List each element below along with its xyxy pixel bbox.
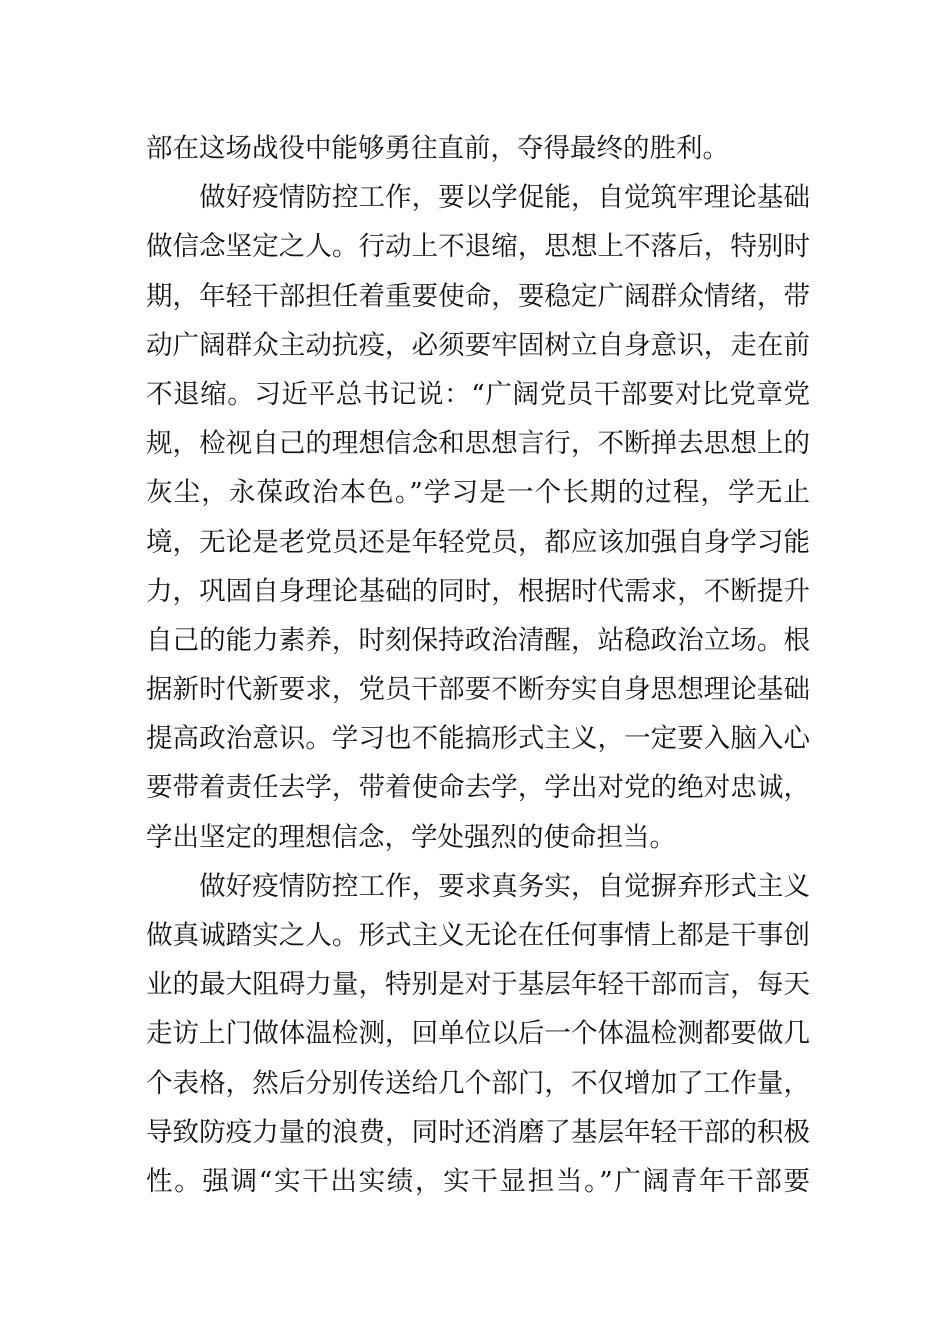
text-line: 学出坚定的理想信念，学处强烈的使命担当。 — [146, 821, 676, 853]
paragraph — [146, 862, 810, 1206]
text-line: 要带着责任去学，带着使命去学，学出对党的绝对忠诚， — [146, 772, 810, 804]
paragraph — [146, 124, 810, 173]
text-line: 做好疫情防控工作，要求真务实，自觉摒弃形式主义 — [146, 870, 810, 902]
text-line: 动广阔群众主动抗疫，必须要牢固树立自身意识，走在前 — [146, 329, 810, 361]
text-line: 走访上门做体温检测，回单位以后一个体温检测都要做几 — [146, 1018, 810, 1050]
paragraph — [146, 173, 810, 862]
text-line: 导致防疫力量的浪费，同时还消磨了基层年轻干部的积极 — [146, 1116, 810, 1148]
text-line: 做真诚踏实之人。形式主义无论在任何事情上都是干事创 — [146, 920, 810, 951]
text-line: 不退缩。习近平总书记说：“广阔党员干部要对比党章党 — [146, 378, 810, 410]
text-line: 业的最大阻碍力量，特别是对于基层年轻干部而言，每天 — [146, 969, 810, 1001]
text-line: 规，检视自己的理想信念和思想言行，不断掸去思想上的 — [146, 428, 810, 460]
text-line: 做信念坚定之人。行动上不退缩，思想上不落后，特别时 — [146, 231, 810, 263]
text-line: 力，巩固自身理论基础的同时，根据时代需求，不断提升 — [146, 575, 810, 607]
text-line: 性。强调“实干出实绩，实干显担当。”广阔青年干部要 — [146, 1165, 810, 1197]
text-line: 个表格，然后分别传送给几个部门，不仅增加了工作量， — [146, 1067, 810, 1099]
text-line: 提高政治意识。学习也不能搞形式主义，一定要入脑入心 — [146, 723, 810, 755]
document-body — [146, 124, 810, 1206]
text-line: 灰尘，永葆政治本色。”学习是一个长期的过程，学无止 — [146, 477, 810, 509]
text-line: 境，无论是老党员还是年轻党员，都应该加强自身学习能 — [146, 526, 810, 558]
text-line: 做好疫情防控工作，要以学促能，自觉筑牢理论基础 — [146, 182, 810, 214]
text-line: 自己的能力素养，时刻保持政治清醒，站稳政治立场。根 — [146, 624, 810, 656]
text-line: 据新时代新要求，党员干部要不断夯实自身思想理论基础 — [146, 674, 810, 706]
text-line: 期，年轻干部担任着重要使命，要稳定广阔群众情绪，带 — [146, 280, 810, 312]
text-line: 部在这场战役中能够勇往直前，夺得最终的胜利。 — [146, 133, 729, 164]
